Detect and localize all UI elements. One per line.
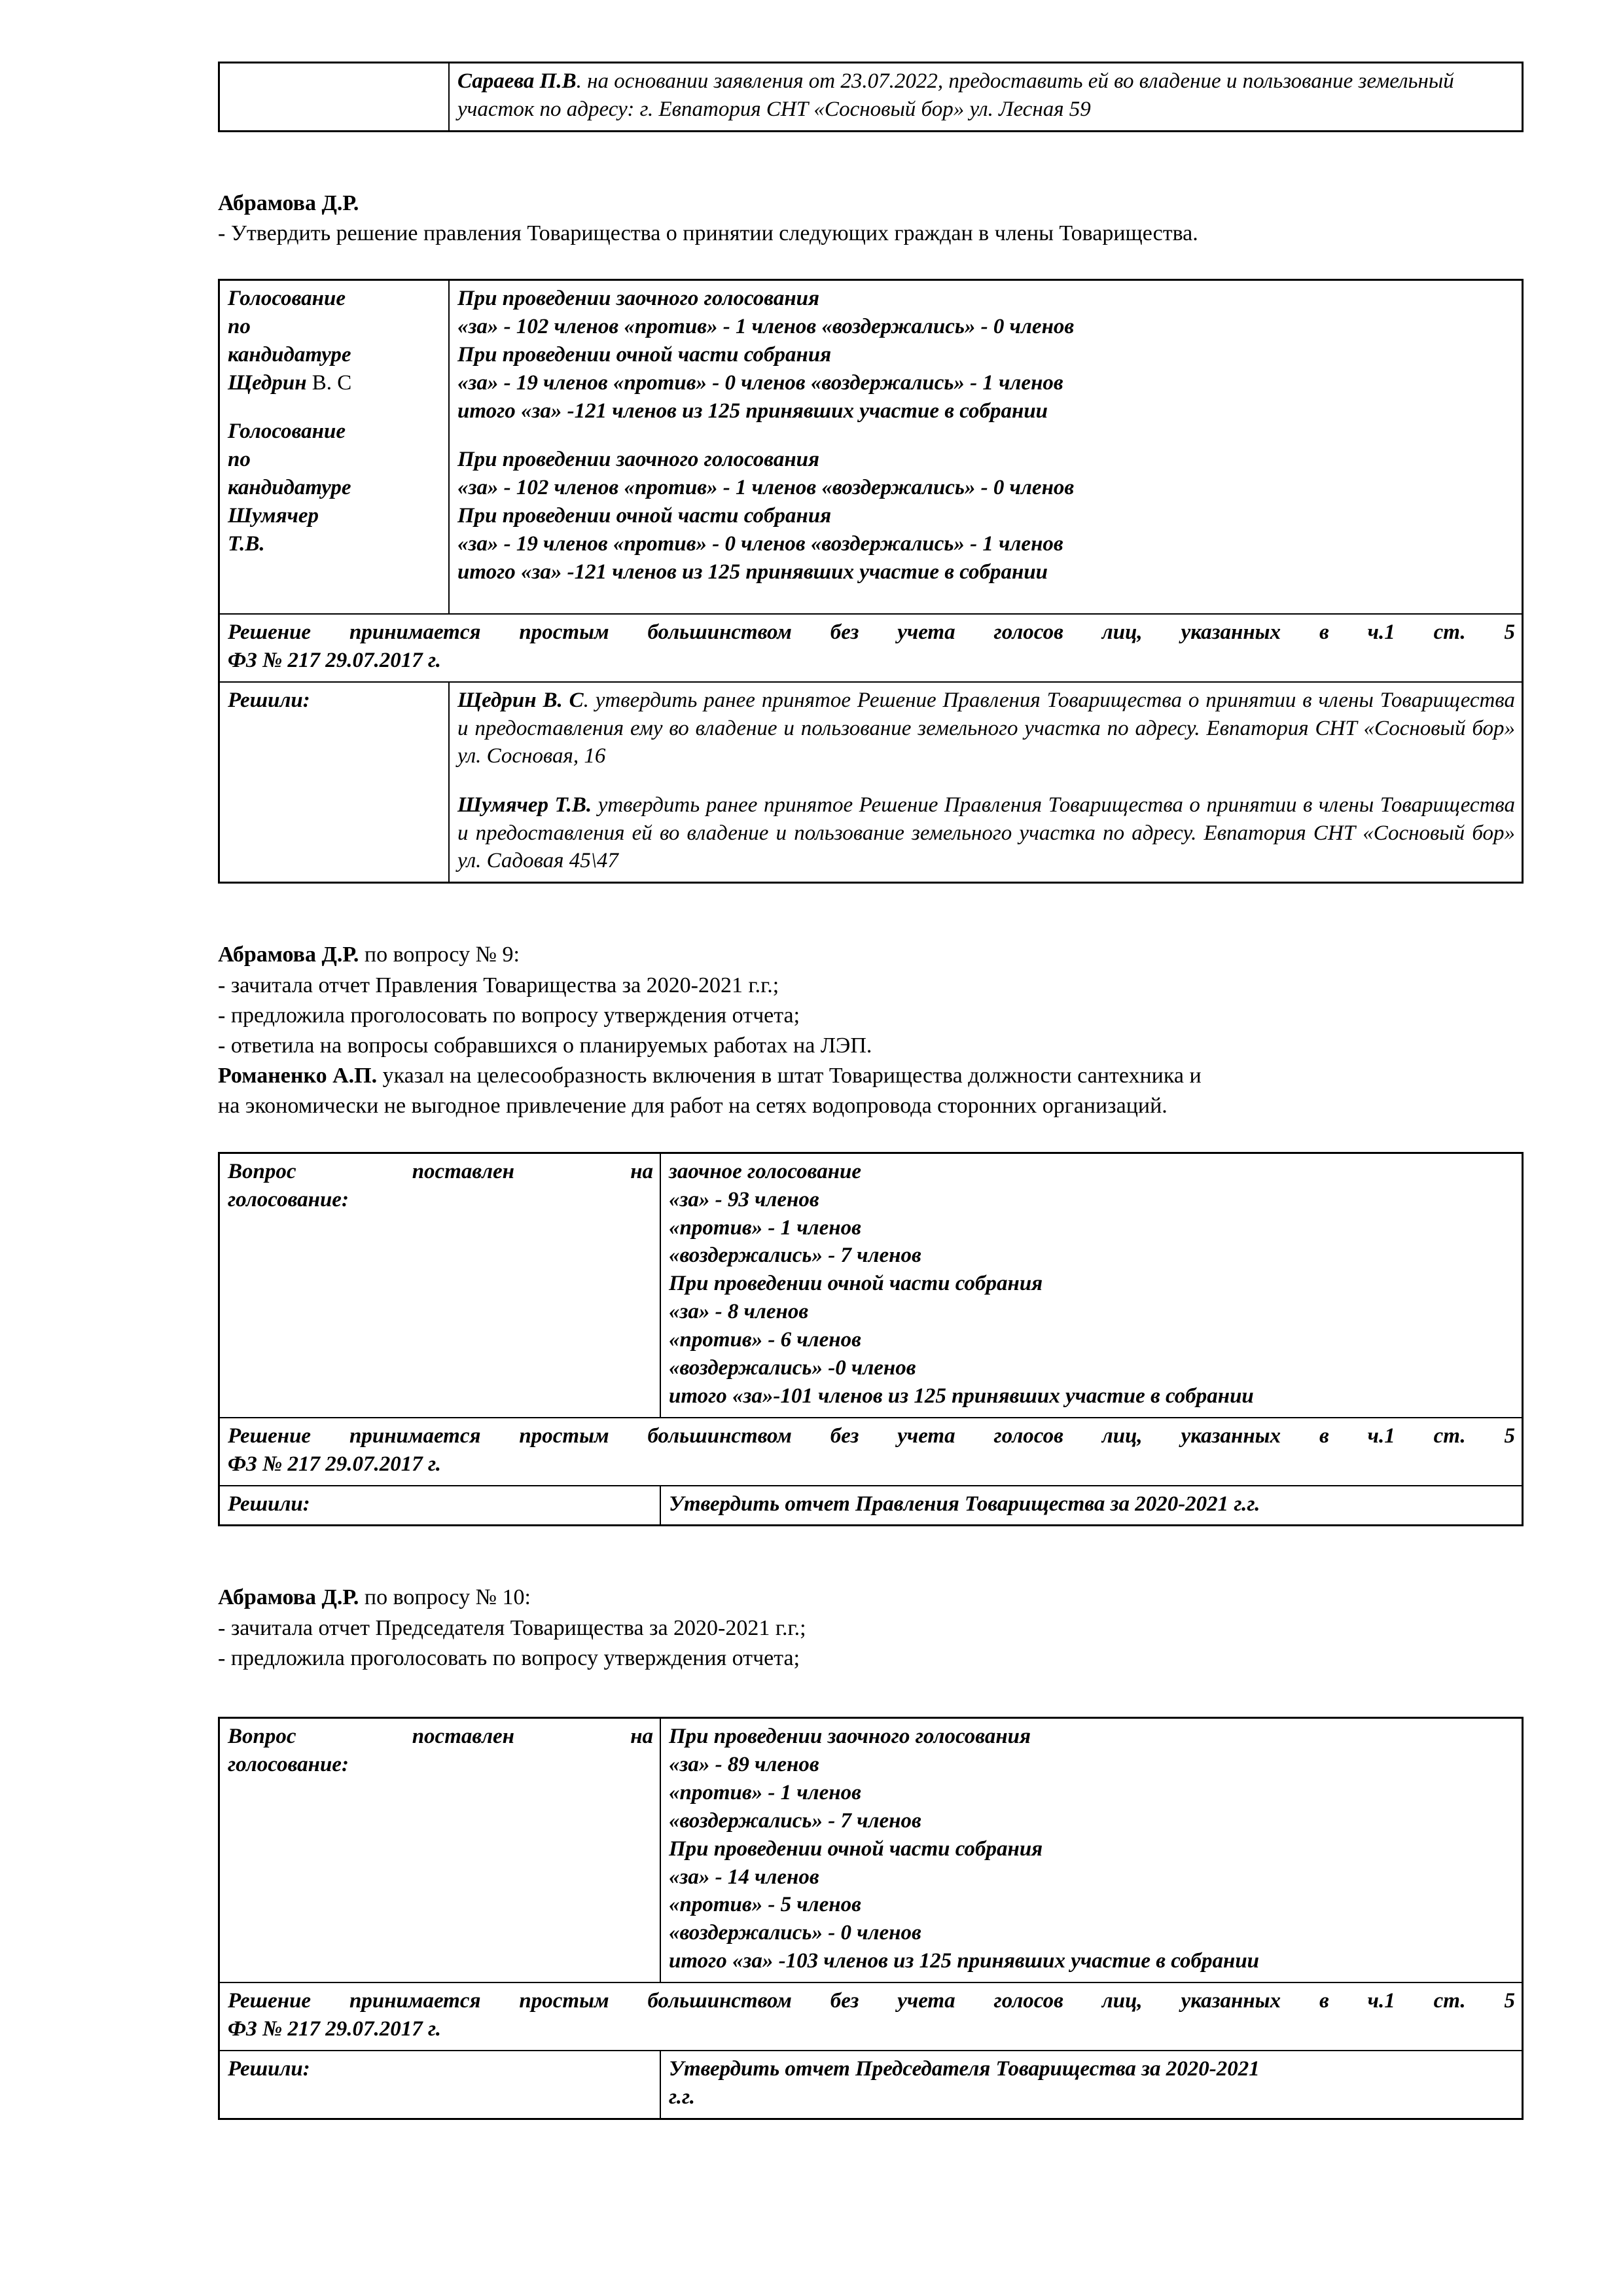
vote-line: При проведении очной части собрания — [457, 503, 832, 528]
rule-line-1: Решение принимается простым большинством без учета голосов лиц, указанных в ч.1 ст. 5 — [228, 1424, 1515, 1448]
question-10-bullet: - зачитала отчет Председателя Товарищества за 2020-2021 г.г.; — [218, 1615, 806, 1640]
spacer — [218, 1526, 1524, 1556]
vote-line: «против» - 1 членов — [669, 1780, 861, 1804]
question-9-remark-speaker: Романенко А.П. — [218, 1064, 378, 1088]
q10-decided-text-line-1: Утвердить отчет Председателя Товарищества за 2020-2021 — [669, 2056, 1260, 2081]
vote-line: При проведении заочного голосования — [457, 287, 819, 311]
vote-line: При проведении заочного голосования — [457, 448, 819, 472]
q9-label-word: Вопрос — [228, 1159, 296, 1183]
spacer — [218, 249, 1524, 279]
table-row — [219, 2051, 1523, 2119]
question-10-heading-rest: по вопросу № 10: — [359, 1585, 531, 1610]
vote-total-line: итого «за»-101 членов из 125 принявших участие в собрании — [669, 1384, 1254, 1408]
candidate-1-label-line-2: по — [228, 315, 251, 339]
members-section — [218, 188, 1524, 249]
question-10-section — [218, 1583, 1524, 1674]
spacer — [218, 884, 1524, 914]
vote-line: При проведении очной части собрания — [669, 1272, 1043, 1296]
vote-line: «за» - 93 членов — [669, 1187, 819, 1211]
decided-entry-1 — [457, 687, 1515, 771]
q9-rule-cell — [219, 1418, 1523, 1486]
q10-decided-label: Решили: — [219, 2051, 661, 2119]
candidate-1-label-line-1: Голосование — [228, 287, 346, 311]
candidate-2-label-line-2: по — [228, 448, 251, 472]
vote-line: «за» - 89 членов — [669, 1753, 819, 1776]
q10-label-word: поставлен — [412, 1725, 515, 1749]
spacer — [228, 397, 442, 418]
table-row — [219, 1153, 1523, 1418]
question-9-bullet: - зачитала отчет Правления Товарищества за 2020-2021 г.г.; — [218, 973, 779, 997]
q10-question-label-cell — [219, 1718, 661, 1983]
vote-line: «за» - 19 членов «против» - 0 членов «воздержались» - 1 членов — [457, 531, 1063, 556]
spacer — [457, 770, 1515, 791]
vote-line: При проведении очной части собрания — [457, 343, 832, 367]
vote-line: «воздержались» - 0 членов — [669, 1921, 921, 1945]
spacer — [218, 1122, 1524, 1152]
vote-line: «за» - 8 членов — [669, 1300, 809, 1324]
candidates-decided-cell — [449, 682, 1523, 883]
q9-decided-text: Утвердить отчет Правления Товарищества за 2020-2021 г.г. — [660, 1486, 1523, 1526]
vote-line: «воздержались» -0 членов — [669, 1355, 916, 1380]
table-row — [219, 280, 1523, 614]
q9-label-word: на — [630, 1159, 654, 1183]
question-9-remark-line-2: на экономически не выгодное привлечение для работ на сетях водопровода сторонних организаций. — [218, 1094, 1168, 1119]
vote-total-line: итого «за» -121 членов из 125 принявших участие в собрании — [457, 399, 1048, 423]
decided-1-text: . утвердить ранее принятое Решение Правления Товарищества о принятии в члены Товарищества и предоставления ему во владение и пользование земельного участка по адресу. Евпатория СНТ «Сосновый бор» ул. Сосновая, 16 — [457, 688, 1515, 768]
question-10-heading — [218, 1583, 1524, 1613]
question-9-section — [218, 940, 1524, 1121]
vote-line: «против» - 5 членов — [669, 1893, 861, 1917]
decided-entry-2 — [457, 791, 1515, 876]
q10-label-line-2: голосование: — [228, 1753, 349, 1776]
q9-label-line-1 — [228, 1158, 653, 1186]
document-content — [218, 62, 1524, 2120]
vote-line: «воздержались» - 7 членов — [669, 1808, 921, 1833]
question-9-heading-rest: по вопросу № 9: — [359, 942, 520, 967]
vote-line: «против» - 1 членов — [669, 1215, 861, 1240]
candidate-2-label-line-1: Голосование — [228, 420, 346, 444]
vote-line: «за» - 102 членов «против» - 1 членов «воздержались» - 0 членов — [457, 315, 1075, 339]
question-9-heading — [218, 940, 1524, 970]
q9-label-line-2: голосование: — [228, 1187, 349, 1211]
question-9-bullet: - предложила проголосовать по вопросу утверждения отчета; — [218, 1003, 800, 1028]
rule-line-1: Решение принимается простым большинством без учета голосов лиц, указанных в ч.1 ст. 5 — [228, 1989, 1515, 2013]
q10-label-word: на — [630, 1725, 654, 1749]
vote-line: «против» - 6 членов — [669, 1328, 861, 1352]
question-10-speaker: Абрамова Д.Р. — [218, 1585, 359, 1610]
table-row — [219, 1418, 1523, 1486]
q10-label-line-1 — [228, 1723, 653, 1751]
candidate-2-name-line-2: Т.В. — [228, 531, 265, 556]
vote-line: «за» - 102 членов «против» - 1 членов «воздержались» - 0 членов — [457, 475, 1075, 499]
question-10-bullet: - предложила проголосовать по вопросу утверждения отчета; — [218, 1645, 800, 1670]
candidate-2-name-line-1: Шумячер — [228, 503, 319, 528]
q10-rule-cell — [219, 1982, 1523, 2051]
vote-total-line: итого «за» -103 членов из 125 принявших участие в собрании — [669, 1949, 1260, 1973]
table-saraeva-continuation — [218, 62, 1524, 132]
table-row — [219, 1486, 1523, 1526]
members-statement: - Утвердить решение правления Товарищества о принятии следующих граждан в члены Товарищества. — [218, 221, 1198, 246]
rule-line-2: ФЗ № 217 29.07.2017 г. — [228, 1452, 442, 1476]
vote-total-line: итого «за» -121 членов из 125 принявших участие в собрании — [457, 560, 1048, 584]
spacer — [457, 586, 1515, 607]
vote-line: заочное голосование — [669, 1159, 862, 1183]
question-9-remark-line-1: указал на целесообразность включения в штат Товарищества должности сантехника и — [377, 1064, 1202, 1088]
question-9-remark — [218, 1061, 1524, 1091]
rule-line-1: Решение принимается простым большинством без учета голосов лиц, указанных в ч.1 ст. 5 — [228, 620, 1515, 644]
q9-votes-cell — [660, 1153, 1523, 1418]
table-row — [219, 682, 1523, 883]
table-row — [219, 1718, 1523, 1983]
saraeva-decision-cell — [449, 63, 1523, 132]
spacer — [218, 132, 1524, 162]
table-question-10-voting — [218, 1717, 1524, 2120]
candidate-1-label-line-3: кандидатуре — [228, 343, 351, 367]
q10-votes-cell — [660, 1718, 1523, 1983]
table-row — [219, 1982, 1523, 2051]
q9-label-word: поставлен — [412, 1159, 515, 1183]
candidate-1-label-cell — [219, 280, 450, 614]
table-candidates-voting — [218, 279, 1524, 884]
vote-line: При проведении заочного голосования — [669, 1725, 1031, 1749]
question-9-speaker: Абрамова Д.Р. — [218, 942, 359, 967]
saraeva-name: Сараева П.В — [457, 69, 577, 93]
decided-1-name: Щедрин В. С — [457, 688, 584, 712]
candidate-2-label-line-3: кандидатуре — [228, 475, 351, 499]
decided-2-name: Шумячер Т.В. — [457, 793, 592, 817]
vote-line: При проведении очной части собрания — [669, 1837, 1043, 1861]
candidates-decided-label: Решили: — [219, 682, 450, 883]
table-question-9-voting — [218, 1152, 1524, 1527]
rule-line-2: ФЗ № 217 29.07.2017 г. — [228, 2017, 442, 2041]
vote-line: «воздержались» - 7 членов — [669, 1244, 921, 1268]
q10-label-word: Вопрос — [228, 1725, 296, 1749]
candidates-rule-cell — [219, 614, 1523, 682]
q10-decided-text-line-2: г.г. — [669, 2085, 695, 2109]
saraeva-decision-text: . на основании заявления от 23.07.2022, предоставить ей во владение и пользование земельный участок по адресу: г. Евпатория СНТ «Сосновый бор» ул. Лесная 59 — [457, 69, 1454, 121]
spacer — [218, 1674, 1524, 1717]
question-9-bullet: - ответила на вопросы собравшихся о планируемых работах на ЛЭП. — [218, 1033, 872, 1058]
candidates-votes-cell — [449, 280, 1523, 614]
vote-line: «за» - 19 членов «против» - 0 членов «воздержались» - 1 членов — [457, 370, 1063, 395]
decided-2-text: утвердить ранее принятое Решение Правления Товарищества о принятии в члены Товарищества и предоставления ей во владение и пользование земельного участка по адресу. Евпатория СНТ «Сосновый бор» ул. Садовая 45\47 — [457, 793, 1515, 873]
candidate-1-name: Щедрин В. С — [228, 370, 352, 395]
members-speaker: Абрамова Д.Р. — [218, 190, 359, 215]
rule-line-2: ФЗ № 217 29.07.2017 г. — [228, 648, 442, 672]
table-row — [219, 614, 1523, 682]
table-row — [219, 63, 1523, 132]
q9-decided-label: Решили: — [219, 1486, 661, 1526]
vote-line: «за» - 14 членов — [669, 1865, 819, 1889]
spacer — [457, 425, 1515, 446]
saraeva-empty-label-cell — [219, 63, 450, 132]
q9-question-label-cell — [219, 1153, 661, 1418]
q10-decided-cell — [660, 2051, 1523, 2119]
